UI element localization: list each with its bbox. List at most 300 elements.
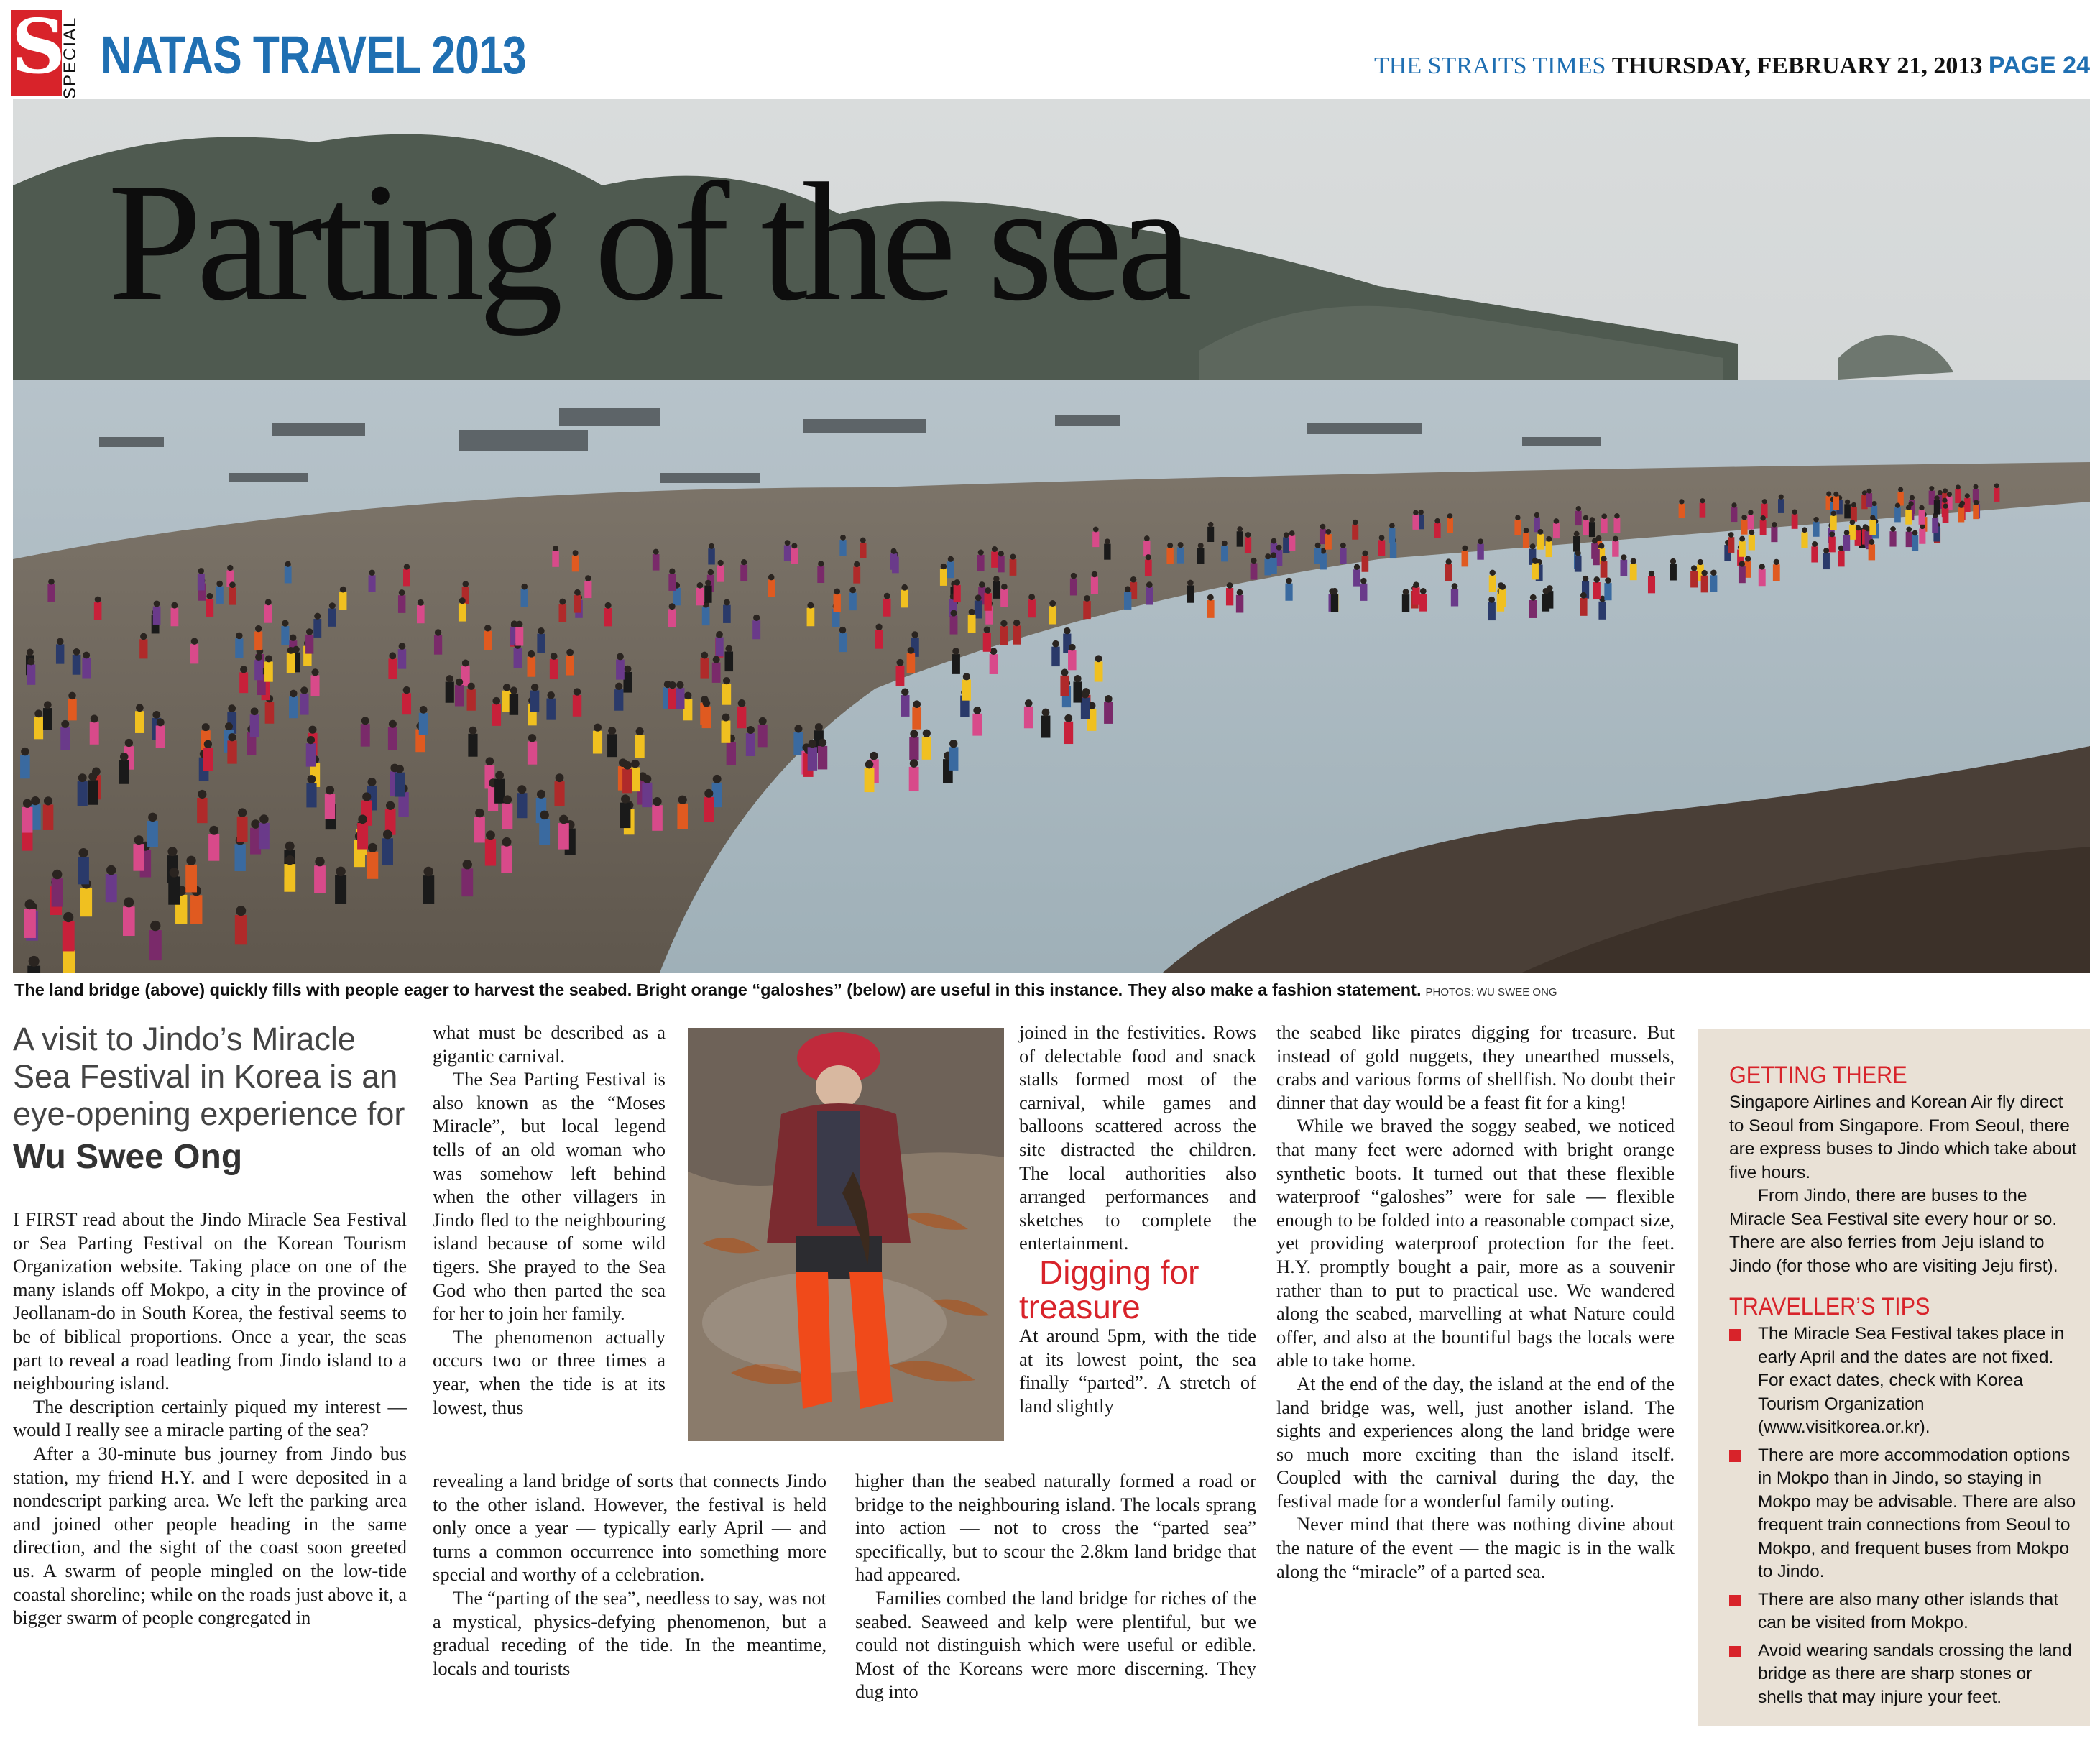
person-head [300,686,308,694]
person-figure [1553,523,1560,538]
person-figure [1489,575,1496,592]
person-figure [52,878,63,906]
person-head [148,813,157,822]
person-figure [1934,500,1940,515]
person-figure [1759,569,1766,586]
person-head [1947,492,1952,497]
person-figure [1929,491,1935,505]
person-head [1000,620,1007,627]
person-figure [63,950,75,973]
person-figure [652,805,663,831]
article-paragraph: The Sea Parting Festival is also known as the “Moses Miracle”, but local legend tells of an old woman who was somehow left behind when the other villagers in Jindo fled to the neighbouring island because of some wild tigers. She prayed to the Sea God who then parted the sea for her to join her family. [433,1068,666,1325]
person-figure [1943,508,1949,523]
article-paragraph: I FIRST read about the Jindo Miracle Sea Festival or Sea Parting Festival on the Korean Tourism Organization website. Taking place on one of the many islands off Mokpo, a city in the province of Jeollanam-do in South Korea, the festival seems to be of biblical proportions. Once a year, the seas part to reveal a road leading from Jindo island to a neighbouring island. [13,1208,407,1394]
person-head [91,715,98,723]
person-figure [1331,594,1338,612]
person-head [573,550,579,556]
person-figure [198,574,205,591]
person-head [1728,532,1734,538]
person-head [326,786,334,794]
person-figure [954,585,961,602]
person-figure [27,966,40,973]
person-figure [285,566,292,583]
person-figure [1747,515,1754,530]
person-figure [607,734,617,757]
person-head [724,599,730,606]
person-figure [434,635,442,655]
person-figure [264,604,272,622]
person-head [559,815,568,824]
person-figure [537,634,545,653]
person-head [517,785,526,794]
person-head [1613,536,1618,542]
person-figure [1226,588,1233,605]
article-paragraph: Never mind that there was nothing divine about the nature of the event — the magic is in the walk along the “miracle” of a parted sea. [1276,1513,1675,1582]
person-figure [704,797,714,822]
person-head [68,692,75,699]
person-head [1434,518,1440,524]
person-figure [1499,589,1506,607]
person-head [368,778,377,786]
person-head [1973,484,1978,489]
person-head [1691,565,1697,571]
person-figure [203,748,213,771]
person-head [44,701,52,709]
sidebar-paragraph: Singapore Airlines and Korean Air fly direct to Seoul from Singapore. From Seoul, there are express buses to Jindo which take about five hours. [1729,1093,2077,1182]
person-figure [949,747,958,771]
person-figure [239,672,248,693]
article-column-2-wide [433,1469,826,1680]
person-head [1762,499,1767,504]
person-head [1146,554,1151,560]
person-figure [1070,579,1077,596]
paper-name: THE STRAITS TIMES [1374,52,1606,79]
person-figure [250,714,259,737]
person-head [1826,491,1831,496]
person-head [993,576,1000,582]
person-figure [696,588,704,605]
person-figure [901,695,909,717]
person-head [1938,490,1943,495]
person-head [818,561,824,566]
person-figure [1251,563,1258,579]
person-figure [514,648,522,668]
person-figure [1710,575,1717,592]
person-head [198,568,204,574]
page-number: PAGE 24 [1988,52,2090,79]
person-head [1792,510,1797,515]
person-figure [818,746,827,770]
person-head [240,666,247,673]
person-head [617,653,624,661]
person-head [1532,558,1538,564]
person-head [1994,483,1999,488]
person-head [705,580,711,587]
person-head [136,704,144,712]
person-figure [528,657,536,677]
person-figure [88,780,98,804]
person-figure [1092,532,1099,547]
person-figure [197,798,207,823]
person-figure [1340,548,1346,564]
person-figure [1869,520,1876,535]
person-figure [1412,515,1419,530]
person-figure [1573,536,1580,552]
person-figure [455,685,464,706]
person-figure [1314,548,1321,564]
person-head [1855,525,1861,531]
person-figure [1353,569,1360,586]
person-figure [467,689,476,711]
person-head [1745,556,1751,561]
person-figure [306,783,316,807]
person-figure [281,626,289,645]
person-figure [1994,488,1999,502]
person-head [1866,489,1871,494]
person-figure [1104,702,1113,724]
person-figure [398,595,405,613]
person-head [704,789,713,798]
person-figure [752,620,760,639]
person-figure [1095,661,1103,681]
person-head [1286,578,1292,584]
person-head [259,814,269,824]
person-head [463,860,472,869]
person-head [709,543,714,549]
person-figure [1237,531,1243,546]
getting-there-heading: GETTING THERE [1729,1062,1907,1089]
tip-item: There are also many other islands that can be visited from Mokpo. [1729,1588,2078,1635]
person-head [901,584,908,591]
person-head [708,569,714,575]
person-figure [254,660,263,680]
person-figure [1010,559,1017,576]
person-head [911,631,918,638]
person-figure [722,684,731,704]
person-head [1271,552,1276,558]
person-figure [1064,722,1073,744]
person-head [559,599,566,605]
person-figure [737,707,747,728]
person-figure [1166,548,1173,564]
person-head [615,683,622,690]
person-head [1071,573,1077,579]
person-head [1759,564,1765,569]
person-figure [388,727,397,750]
person-head [1198,543,1204,548]
person-head [998,551,1004,556]
person-head [1844,530,1850,535]
person-head [1590,517,1595,523]
person-head [486,757,494,765]
person-head [329,602,336,609]
person-head [73,648,80,656]
person-head [167,847,177,856]
person-head [503,684,510,691]
person-head [794,725,802,732]
person-head [1749,530,1754,535]
person-figure [653,554,660,571]
person-head [1870,515,1876,520]
person-figure [501,846,512,873]
person-figure [235,915,247,944]
person-head [1614,513,1619,518]
person-head [1095,655,1102,662]
person-figure [417,605,425,623]
tips-list [1729,1323,2078,1709]
person-head [1403,589,1409,595]
person-head [1631,558,1636,564]
person-head [1524,528,1529,533]
person-head [669,681,676,689]
person-head [547,691,554,699]
person-head [95,597,101,603]
person-head [314,613,321,620]
person-head [23,799,32,808]
person-figure [521,589,528,607]
person-figure [1283,538,1289,553]
person-head [383,830,392,840]
article-column-2 [433,1021,666,1419]
person-figure [325,794,335,819]
person-figure [1591,543,1598,559]
person-head [1478,538,1483,544]
person-head [1760,515,1766,521]
person-figure [492,704,501,726]
person-head [1779,495,1784,500]
person-head [229,581,236,588]
person-head [537,790,545,799]
person-figure [357,823,368,849]
person-figure [984,593,991,611]
person-figure [56,644,64,663]
person-head [27,658,34,665]
person-figure [313,619,321,638]
person-head [315,857,324,866]
person-head [1320,524,1326,530]
person-head [636,727,644,735]
person-figure [106,874,117,902]
person-figure [791,548,798,564]
person-head [1105,695,1113,703]
person-head [285,842,295,851]
person-figure [566,656,574,676]
person-figure [60,727,70,750]
person-figure [1083,601,1091,619]
person-figure [972,714,982,736]
person-head [255,653,262,661]
person-head [678,796,687,804]
person-head [819,739,826,747]
person-figure [952,654,960,674]
person-head [25,899,35,909]
person-head [31,796,40,805]
person-head [1598,543,1604,549]
person-figure [1236,595,1243,613]
person-figure [1402,594,1409,612]
person-figure [1838,551,1845,566]
person-head [1413,581,1419,588]
person-figure [1919,528,1925,543]
person-figure [1580,598,1587,616]
person-head [722,714,730,722]
travellers-tips-heading: TRAVELLER’S TIPS [1729,1293,1930,1320]
person-figure [216,587,224,604]
article-column-4 [1276,1021,1675,1583]
person-figure [1869,544,1875,560]
person-figure [190,644,198,663]
person-figure [1760,520,1767,535]
person-head [1130,576,1137,583]
person-figure [740,565,747,581]
person-head [949,740,957,748]
person-figure [314,865,326,893]
person-head [669,569,675,574]
person-head [1237,589,1243,596]
person-head [531,684,538,691]
person-head [1515,515,1521,520]
person-head [1583,515,1589,521]
person-figure [860,543,866,558]
person-figure [712,663,721,683]
person-head [1360,578,1367,584]
person-head [1833,492,1838,497]
person-figure [1792,514,1798,529]
person-figure [912,707,921,730]
person-figure [1514,520,1521,535]
person-figure [990,654,998,674]
person-head [503,795,512,804]
person-head [495,771,504,780]
byline: Wu Swee Ong [13,1138,243,1176]
person-figure [1143,541,1150,556]
person-figure [1177,547,1184,563]
person-head [1315,543,1321,548]
person-figure [723,605,731,623]
person-figure [808,747,817,771]
person-head [901,688,908,695]
article-paragraph: While we braved the soggy seabed, we noticed that many feet were adorned with bright orange synthetic boots. It turned out that these flexible waterproof “galoshes” were for sale — flexible enough to be folded into a reasonable compact size, yet providing waterproof protection for the feet. H.Y. promptly bought a pair, more as a souvenir rather than to put to practical use. We wandered along the seabed, marvelling at what Nature could offer, and also at the bountiful bags the locals were able to take home. [1276,1115,1675,1371]
person-head [713,656,720,663]
person-figure [68,699,76,720]
person-figure [47,584,55,602]
person-figure [1187,585,1194,602]
person-figure [717,565,724,581]
person-head [703,699,711,707]
person-head [1069,644,1076,651]
person-head [643,775,651,783]
person-head [890,548,896,554]
person-figure [604,608,612,626]
person-figure [1833,496,1839,510]
person-figure [546,699,555,720]
person-head [285,561,291,567]
person-figure [623,672,632,693]
person-figure [539,819,550,845]
person-head [475,809,484,817]
person-figure [90,722,99,744]
person-figure [708,548,715,564]
person-figure [704,586,711,603]
person-figure [676,688,684,709]
person-head [1851,502,1856,507]
person-head [361,717,369,725]
person-head [540,811,548,819]
person-figure [909,737,918,760]
person-head [1942,498,1947,503]
person-figure [758,725,768,747]
person-head [1146,581,1153,588]
person-head [840,535,846,541]
person-figure [1024,707,1033,728]
person-figure [1060,676,1069,696]
person-figure [234,844,245,871]
person-figure [335,875,346,904]
person-head [1340,543,1346,548]
person-head [340,587,346,593]
person-head [469,727,476,735]
person-head [1701,570,1707,576]
person-head [150,921,160,931]
person-figure [1325,534,1332,550]
person-head [1064,714,1072,722]
person-head [1583,576,1589,582]
person-figure [1523,533,1529,548]
person-figure [63,921,75,952]
person-figure [34,717,43,739]
person-head [954,579,960,586]
person-head [963,673,970,680]
person-figure [27,665,35,685]
article-paragraph: what must be described as a gigantic carnival. [433,1021,666,1067]
person-figure [1285,584,1292,601]
person-figure [147,821,158,847]
person-figure [419,713,428,735]
person-figure [1866,493,1872,507]
person-figure [446,682,454,703]
person-head [1010,554,1016,560]
person-figure [485,839,496,865]
person-head [1943,488,1948,493]
person-head [418,599,424,606]
person-head [1741,515,1746,520]
person-head [1325,529,1331,535]
person-head [605,602,612,609]
person-head [738,699,746,707]
person-head [1049,600,1056,607]
info-sidebar [1698,1029,2090,1726]
person-head [225,722,233,730]
person-head [913,700,921,708]
standfirst: A visit to Jindo’s Miracle Sea Festival in Korea is an eye-opening experience for [13,1021,405,1132]
person-head [502,837,512,847]
person-head [1829,532,1835,538]
person-figure [1146,587,1153,604]
person-head [510,686,517,694]
person-figure [977,555,985,571]
person-head [1353,520,1358,525]
person-head [1490,570,1496,576]
person-head [484,625,491,631]
person-head [528,650,535,658]
person-figure [875,630,883,649]
bullet-square-icon [1729,1450,1741,1462]
person-figure [287,653,295,673]
person-head [1748,510,1753,515]
person-figure [156,725,165,748]
person-head [1554,518,1560,524]
person-head [1208,522,1214,528]
